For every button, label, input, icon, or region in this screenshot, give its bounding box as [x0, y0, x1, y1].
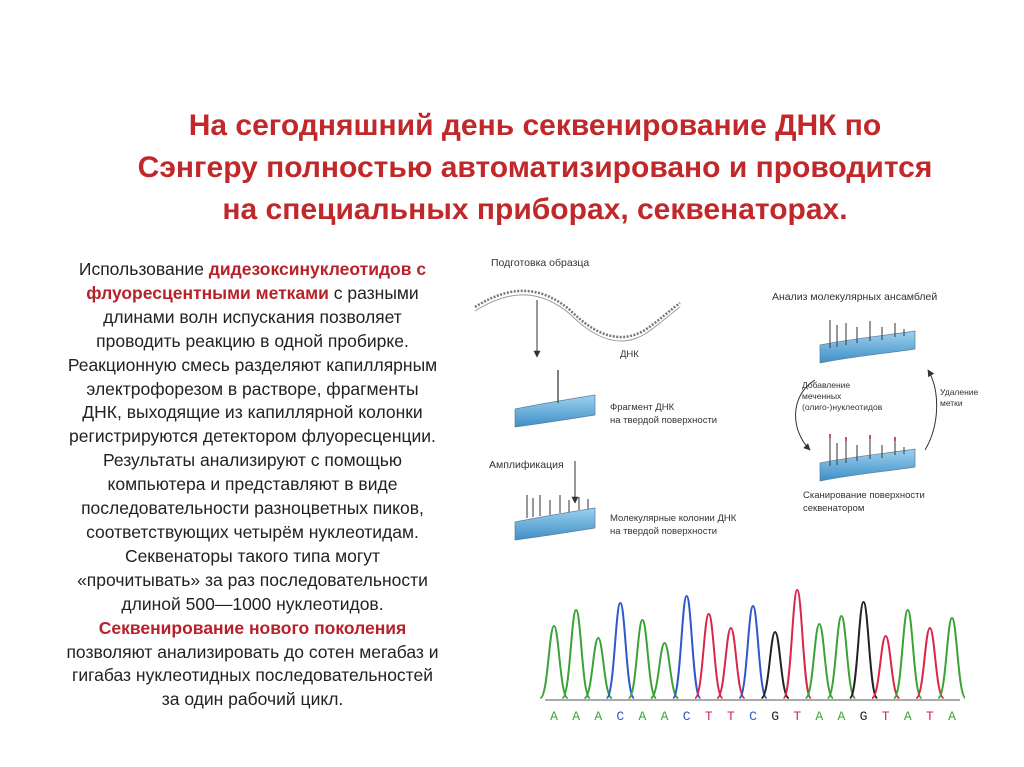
dna-fragment-chip — [515, 395, 595, 427]
label-add-line3: (олиго-)нуклеотидов — [802, 402, 883, 412]
arrow-cycle-right — [925, 370, 937, 450]
chromatogram-base-calls — [550, 709, 956, 724]
base-call-letter: A — [815, 709, 824, 724]
label-ensemble-analysis: Анализ молекулярных ансамблей — [772, 291, 938, 303]
body-line: «прочитывать» за раз последовательности — [77, 569, 428, 590]
base-call-letter: T — [704, 709, 713, 724]
body-text-run: с разными — [328, 282, 419, 303]
title-line-1: На сегодняшний день секвенирование ДНК по — [188, 109, 882, 142]
ensemble-chip-top — [820, 331, 915, 363]
base-call-letter: A — [638, 709, 647, 724]
chromatogram-peak — [651, 643, 678, 698]
label-remove-line1: Удаление — [940, 387, 979, 397]
base-call-letter: T — [726, 709, 735, 724]
body-line: Результаты анализируют с помощью — [102, 450, 403, 471]
label-amplification: Амплификация — [489, 459, 564, 471]
slide-title — [60, 105, 1010, 231]
chromatogram-peak — [894, 610, 921, 698]
body-line: Секвенаторы такого типа могут — [124, 545, 381, 566]
chromatogram-peak — [850, 602, 877, 698]
body-line — [20, 258, 485, 282]
base-call-letter: C — [749, 709, 757, 724]
base-call-letter: A — [550, 709, 558, 724]
base-call-letter: T — [925, 709, 934, 724]
base-call-letter: C — [682, 709, 691, 724]
body-line: регистрируются детектором флуоресценции. — [69, 426, 436, 447]
label-add-line2: меченных — [802, 391, 842, 401]
label-sample-prep: Подготовка образца — [491, 257, 590, 269]
body-line: Реакционную смесь разделяют капиллярным — [67, 354, 438, 375]
title-line-2: Сэнгеру полностью автоматизировано и проводится — [137, 151, 933, 184]
body-text-run: Использование — [78, 259, 209, 279]
label-dna: ДНК — [620, 349, 639, 360]
chromatogram-peak — [540, 626, 567, 698]
chromatogram-peak — [938, 618, 965, 698]
body-line: компьютера и представляют в виде — [107, 474, 398, 495]
base-call-letter: C — [616, 709, 625, 724]
chromatogram-peak — [717, 628, 744, 698]
label-fragment-line1: Фрагмент ДНК — [610, 402, 675, 413]
chromatogram-peak — [585, 638, 612, 698]
label-scan-line2: секвенатором — [803, 503, 865, 514]
base-call-letter: T — [793, 709, 802, 724]
chromatogram-peak — [607, 603, 634, 698]
label-scan-line1: Сканирование поверхности — [803, 490, 925, 501]
body-line: гигабаз нуклеотидных последовательностей — [71, 665, 434, 686]
label-fragment-line2: на твердой поверхности — [610, 415, 718, 426]
chromatogram-traces — [540, 590, 965, 698]
chromatogram-peak — [828, 616, 855, 698]
chromatogram-peak — [806, 624, 833, 698]
body-line: проводить реакцию в одной пробирке. — [96, 330, 409, 351]
body-line: ДНК, выходящие из капиллярной колонки — [82, 402, 423, 423]
label-add-line1: Добавление — [802, 380, 851, 390]
label-colonies-line2: на твердой поверхности — [610, 526, 718, 537]
ngs-workflow-diagram — [470, 245, 1020, 555]
base-call-letter: A — [837, 709, 846, 724]
body-line: соответствующих четырём нуклеотидам. — [86, 521, 419, 542]
chromatogram-peak — [761, 632, 788, 698]
base-call-letter: A — [594, 709, 603, 724]
base-call-letter: G — [859, 709, 868, 724]
chromatogram-peak — [872, 636, 899, 698]
body-line: последовательности разноцветных пиков, — [81, 498, 424, 519]
chromatogram-peak — [673, 596, 700, 698]
base-call-letter: G — [771, 709, 780, 724]
highlight-term: флуоресцентными метками — [86, 282, 329, 303]
body-line: за один рабочий цикл. — [161, 689, 344, 710]
ensemble-chip-bottom — [820, 449, 915, 481]
base-call-letter: A — [572, 709, 581, 724]
body-line: длиной 500—1000 нуклеотидов. — [121, 593, 384, 614]
body-line: электрофорезом в растворе, фрагменты — [86, 378, 419, 399]
body-line — [20, 282, 485, 306]
body-line: позволяют анализировать до сотен мегабаз и — [66, 641, 439, 662]
chromatogram-peak — [739, 606, 766, 698]
title-line-3: на специальных приборах, секвенаторах. — [222, 193, 848, 226]
chromatogram-peak — [695, 614, 722, 698]
base-call-letter: A — [948, 709, 956, 724]
fluorescent-labels — [830, 434, 895, 441]
label-remove-line2: метки — [940, 398, 963, 408]
base-call-letter: A — [903, 709, 912, 724]
sequencing-chromatogram — [540, 580, 965, 730]
chromatogram-peak — [916, 628, 943, 698]
chromatogram-peak — [562, 610, 589, 698]
chromatogram-peak — [629, 620, 656, 698]
base-call-letter: A — [660, 709, 669, 724]
body-line: длинами волн испускания позволяет — [103, 306, 402, 327]
dna-strand — [475, 291, 680, 337]
chromatogram-peak — [784, 590, 811, 698]
label-colonies-line1: Молекулярные колонии ДНК — [610, 513, 737, 524]
base-call-letter: T — [881, 709, 890, 724]
highlight-term: дидезоксинуклеотидов с — [208, 259, 427, 279]
body-line-highlight: Секвенирование нового поколения — [98, 617, 407, 638]
body-paragraph — [20, 258, 485, 712]
